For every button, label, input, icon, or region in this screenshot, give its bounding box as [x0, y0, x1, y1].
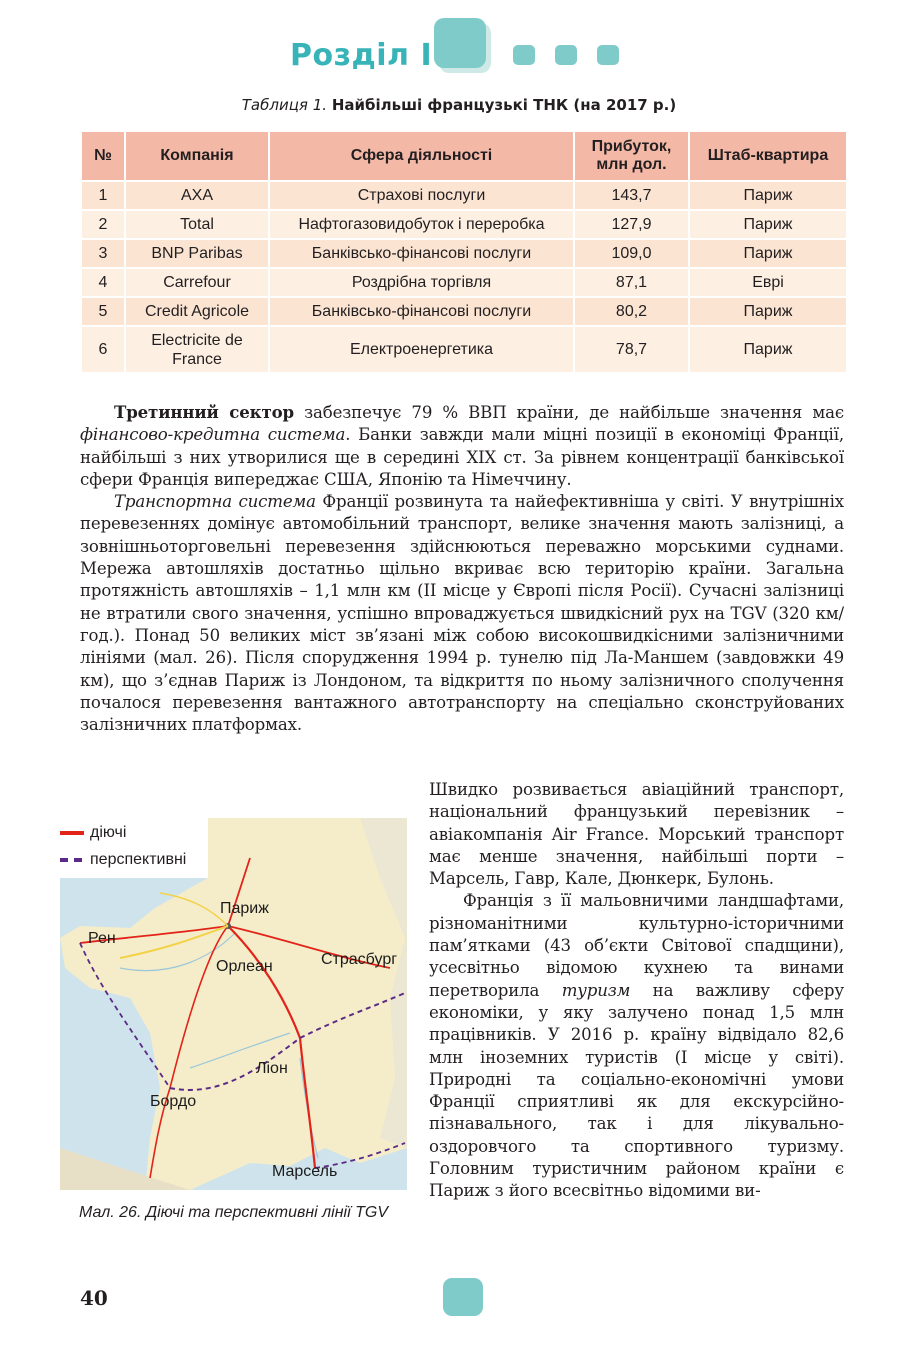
tgv-map-figure [60, 818, 407, 1190]
city-label-paris: Париж [220, 900, 269, 917]
header-headquarters: Штаб-квартира [689, 131, 847, 181]
paragraph-tertiary [80, 401, 844, 491]
term-tertiary-sector: Третинний сектор [114, 402, 294, 422]
legend-active-swatch [60, 831, 84, 835]
paragraph-text: Франції розвинута та найефективніша у світі. У внутрішніх перевезеннях домінує автомобільний транспорт, велике значення мають залізниці, а зовнішньоторговельні перевезення здійснюються переважно морськими суднами. Мережа автошляхів достатньо щільно вкриває всю територію країни. Загальна протяжність автошляхів – 1,1 млн км (II місце у Європі після Росії). Сучасні залізниці не втратили свого значення, успішно впроваджується швидкісний рух на TGV (320 км/год.). Понад 50 великих міст зв’язані між собою високошвидкісними залізничними лініями (мал. 26). Після спорудження 1994 р. тунелю під Ла-Маншем (завдовжки 49 км), що з’єднав Париж із Лондоном, та відкриття по ньому залізничного сполучення почалося перевезення вантажного автотранспорту на спеціально сконструйованих залізничних платформах. [80, 492, 844, 735]
cell-headquarters: Париж [689, 326, 847, 373]
term-financial-system: фінансово-кредитна система [80, 425, 346, 445]
paragraph-text: Франція з її мальовничими ландшафтами, різноманітними культурно-історичними пам’ятками (43 об’єкти Світової спадщини), усесвітньо відомою кухнею та винами перетворила [429, 891, 844, 1000]
cell-sphere: Електроенергетика [269, 326, 574, 373]
cell-profit: 109,0 [574, 239, 689, 268]
cell-sphere: Страхові послуги [269, 181, 574, 210]
cell-profit: 80,2 [574, 297, 689, 326]
cell-number: 6 [81, 326, 125, 373]
cell-sphere: Банківсько-фінансові послуги [269, 239, 574, 268]
table-caption [0, 96, 918, 114]
table-row [81, 210, 847, 239]
cell-company: BNP Paribas [125, 239, 269, 268]
cell-sphere: Нафтогазовидобуток і переробка [269, 210, 574, 239]
paragraph-tourism [429, 890, 844, 1202]
header-number: № [81, 131, 125, 181]
cell-headquarters: Еврі [689, 268, 847, 297]
table-caption-prefix: Таблиця 1. [241, 96, 328, 114]
paragraph-transport [80, 491, 844, 736]
city-label-rennes: Рен [88, 930, 116, 947]
table-row [81, 326, 847, 373]
city-label-orleans: Орлеан [216, 958, 273, 975]
cell-sphere: Роздрібна торгівля [269, 268, 574, 297]
city-label-bordeaux: Бордо [150, 1093, 197, 1110]
footer-tab-marker [443, 1278, 483, 1316]
table-header-row [81, 131, 847, 181]
cell-company: Credit Agricole [125, 297, 269, 326]
cell-company: Carrefour [125, 268, 269, 297]
table-row [81, 239, 847, 268]
section-tab-marker [434, 18, 486, 68]
cell-headquarters: Париж [689, 181, 847, 210]
term-tourism: туризм [561, 980, 631, 1000]
city-label-strasbourg: Страсбург [321, 951, 398, 968]
header-profit: Прибуток, млн дол. [574, 131, 689, 181]
cell-number: 3 [81, 239, 125, 268]
legend-planned [60, 851, 186, 869]
cell-number: 2 [81, 210, 125, 239]
section-dot-1 [513, 45, 535, 65]
table-row [81, 268, 847, 297]
city-label-lyon: Ліон [256, 1060, 288, 1077]
cell-headquarters: Париж [689, 297, 847, 326]
figure-caption: Мал. 26. Діючі та перспективні лінії TGV [79, 1204, 388, 1221]
cell-company: AXA [125, 181, 269, 210]
cell-number: 4 [81, 268, 125, 297]
paragraph-text: забезпечує 79 % ВВП країни, де найбільше значення має [293, 403, 845, 422]
header-sphere: Сфера діяльності [269, 131, 574, 181]
body-text-full [80, 401, 844, 736]
section-title: Розділ І [290, 38, 433, 73]
tnk-table [80, 130, 848, 374]
page-number: 40 [80, 1286, 108, 1310]
cell-profit: 87,1 [574, 268, 689, 297]
cell-profit: 78,7 [574, 326, 689, 373]
legend-active-label: діючі [90, 824, 127, 841]
section-dot-2 [555, 45, 577, 65]
cell-headquarters: Париж [689, 239, 847, 268]
cell-company: Electricite de France [125, 326, 269, 373]
paragraph-aviation: Швидко розвивається авіаційний транспорт, національний французький перевізник – авіакомпанія Air France. Морський транспорт має менше значення, найбільші порти – Марсель, Гавр, Кале, Дюнкерк, Булонь. [429, 780, 844, 889]
cell-company: Total [125, 210, 269, 239]
table-caption-title: Найбільші французькі ТНК (на 2017 р.) [331, 96, 677, 114]
cell-sphere: Банківсько-фінансові послуги [269, 297, 574, 326]
cell-profit: 143,7 [574, 181, 689, 210]
legend-planned-swatch [60, 858, 84, 862]
legend-active [60, 824, 126, 842]
table-row [81, 297, 847, 326]
body-text-right-column [429, 779, 844, 1203]
table-row [81, 181, 847, 210]
cell-profit: 127,9 [574, 210, 689, 239]
paragraph-text: . Банки завжди мали міцні позиції в економіці Франції, найбільші з них утворилися ще в середині XIX ст. За рівнем концентрації банківської сфери Франція випереджає США, Японію та Німеччину. [80, 425, 844, 489]
cell-number: 1 [81, 181, 125, 210]
term-transport-system: Транспортна система [114, 492, 316, 512]
legend-planned-label: перспективні [90, 851, 187, 868]
section-dot-3 [597, 45, 619, 65]
cell-headquarters: Париж [689, 210, 847, 239]
paragraph-text: на важливу сферу економіки, у яку залучено понад 1,5 млн працівників. У 2016 р. країну відвідало 82,6 млн іноземних туристів (І місце у світі). Природні та соціально-економічні умови Франції сприятливі як для екскурсійно-пізнавального, так і для лікувально-оздоровчого та спортивного туризму. Головним туристичним районом країни є Париж з його всесвітньо відомими ви- [429, 980, 845, 1201]
cell-number: 5 [81, 297, 125, 326]
city-label-marseille: Марсель [272, 1163, 338, 1180]
header-company: Компанія [125, 131, 269, 181]
